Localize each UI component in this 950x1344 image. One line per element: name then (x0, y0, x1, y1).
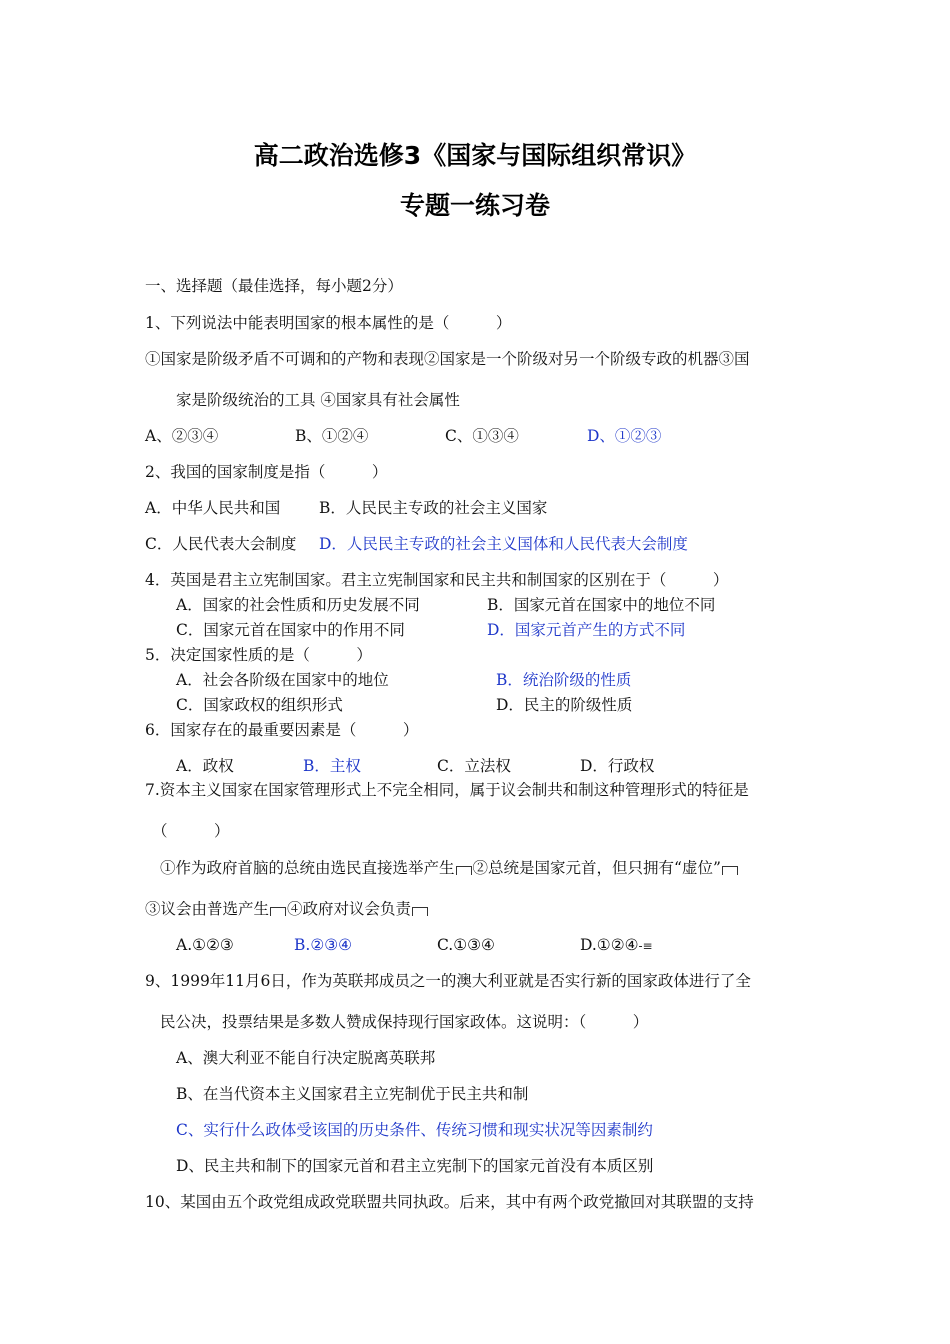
question-7-items-line1 (160, 858, 739, 878)
question-2-stem: 2、我国的国家制度是指（ ） (145, 463, 388, 481)
document-title: 高二政治选修3《国家与国际组织常识》 (253, 141, 697, 170)
question-1-items-line2: 家是阶级统治的工具 ④国家具有社会属性 (176, 391, 460, 409)
section-heading: 一、选择题（最佳选择，每小题2分） (145, 277, 403, 295)
question-4-option-d-answer: D．国家元首产生的方式不同 (487, 621, 686, 639)
question-5-option-a: A．社会各阶级在国家中的地位 (176, 671, 389, 689)
question-6-option-c: C．立法权 (437, 757, 511, 775)
question-1-option-c: C、①③④ (445, 427, 519, 445)
question-4-option-c: C．国家元首在国家中的作用不同 (176, 621, 405, 639)
question-6-option-d: D．行政权 (580, 757, 655, 775)
question-2-option-b: B．人民民主专政的社会主义国家 (319, 499, 548, 517)
question-5-option-b-answer: B．统治阶级的性质 (496, 671, 632, 689)
paragraph-mark-icon (270, 907, 286, 916)
question-2-option-d-answer: D．人民民主专政的社会主义国体和人民代表大会制度 (319, 535, 688, 553)
question-7-option-b-answer: B.②③④ (294, 936, 353, 954)
question-7-paren: （ ） (152, 822, 230, 840)
question-6-stem: 6．国家存在的最重要因素是（ ） (145, 721, 419, 739)
paragraph-mark-icon (456, 866, 472, 875)
question-9-stem-line1: 9、1999年11月6日，作为英联邦成员之一的澳大利亚就是否实行新的国家政体进行了全 (145, 972, 751, 990)
question-9-option-b: B、在当代资本主义国家君主立宪制优于民主共和制 (176, 1085, 529, 1103)
question-7-option-d-suffix: -≡ (638, 939, 653, 953)
question-10-stem-line1: 10、某国由五个政党组成政党联盟共同执政。后来，其中有两个政党撤回对其联盟的支持 (145, 1193, 754, 1211)
question-7-option-d-label: D.①②④ (580, 936, 639, 954)
question-9-option-d: D、民主共和制下的国家元首和君主立宪制下的国家元首没有本质区别 (176, 1157, 654, 1175)
question-1-option-d-answer: D、①②③ (587, 427, 662, 445)
question-4-option-a: A．国家的社会性质和历史发展不同 (176, 596, 420, 614)
question-1-option-b: B、①②④ (295, 427, 369, 445)
question-7-option-a: A.①②③ (176, 936, 234, 954)
question-7-item-2: ②总统是国家元首，但只拥有“虚位” (472, 859, 721, 877)
document-subtitle: 专题一练习卷 (399, 191, 550, 220)
question-9-option-a: A、澳大利亚不能自行决定脱离英联邦 (176, 1049, 436, 1067)
question-9-option-c-answer: C、实行什么政体受该国的历史条件、传统习惯和现实状况等因素制约 (176, 1121, 653, 1139)
paragraph-mark-icon (412, 907, 428, 916)
question-5-option-d: D．民主的阶级性质 (496, 696, 633, 714)
question-2-option-a: A．中华人民共和国 (145, 499, 281, 517)
question-6-option-a: A．政权 (176, 757, 234, 775)
question-1-stem: 1、下列说法中能表明国家的根本属性的是（ ） (145, 314, 512, 332)
question-1-items-line1: ①国家是阶级矛盾不可调和的产物和表现②国家是一个阶级对另一个阶级专政的机器③国 (145, 350, 750, 368)
question-6-option-b-answer: B．主权 (303, 757, 361, 775)
question-7-item-4: ④政府对议会负责 (287, 900, 412, 918)
question-9-stem-line2: 民公决，投票结果是多数人赞成保持现行国家政体。这说明：（ ） (160, 1013, 649, 1031)
question-4-stem: 4．英国是君主立宪制国家。君主立宪制国家和民主共和制国家的区别在于（ ） (145, 571, 729, 589)
question-7-stem: 7.资本主义国家在国家管理形式上不完全相同，属于议会制共和制这种管理形式的特征是 (145, 781, 749, 799)
question-7-item-3: ③议会由普选产生 (145, 900, 270, 918)
question-7-item-1: ①作为政府首脑的总统由选民直接选举产生 (160, 859, 455, 877)
paragraph-mark-icon (722, 866, 738, 875)
question-1-option-a: A、②③④ (145, 427, 219, 445)
question-4-option-b: B．国家元首在国家中的地位不同 (487, 596, 716, 614)
question-7-option-c: C.①③④ (437, 936, 495, 954)
question-7-option-d (580, 935, 653, 956)
question-7-items-line2 (145, 899, 429, 919)
question-5-stem: 5．决定国家性质的是（ ） (145, 646, 372, 664)
question-2-option-c: C．人民代表大会制度 (145, 535, 297, 553)
question-5-option-c: C．国家政权的组织形式 (176, 696, 343, 714)
